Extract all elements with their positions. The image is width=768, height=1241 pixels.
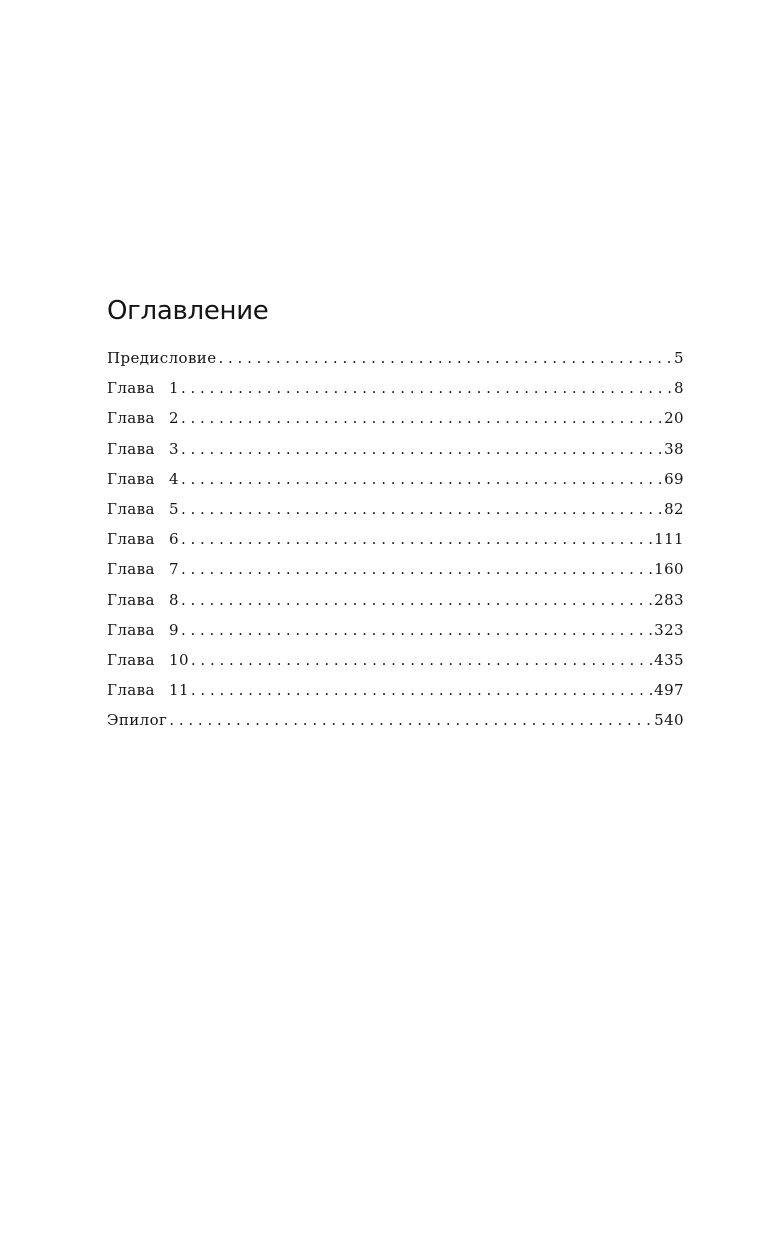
toc-entry [107,434,684,464]
toc-entry-page-number: 283 [654,590,684,609]
toc-entry-label [107,585,179,615]
toc-entry-number: 4 [169,469,179,488]
toc-entry [107,343,684,373]
toc-entry-page-number: 435 [654,650,684,669]
toc-entry-page-number: 5 [674,349,684,367]
dot-leader [169,705,652,735]
toc-entry-title: Глава [107,530,155,549]
toc-entry [107,554,684,584]
dot-leader [181,464,662,494]
toc-entry-label [107,373,179,403]
toc-entry-label [107,524,179,554]
toc-entry-label [107,494,179,524]
dot-leader [181,554,652,584]
toc-entry-number: 2 [169,409,179,428]
toc-entry-title: Глава [107,650,155,669]
toc-entry-title: Предисловие [107,349,217,367]
dot-leader [191,645,652,675]
toc-entry-title: Глава [107,409,155,428]
toc-entry-page-number: 160 [654,560,684,579]
dot-leader [218,343,672,373]
toc-entry [107,585,684,615]
toc-entry-label [107,645,189,675]
dot-leader [181,585,652,615]
toc-entry-label [107,434,179,464]
toc-entry [107,615,684,645]
dot-leader [191,675,652,705]
toc-entry-page-number: 497 [654,681,684,700]
dot-leader [181,524,652,554]
toc-entry-page-number: 540 [654,711,684,730]
toc-entry [107,524,684,554]
toc-entry-title: Глава [107,499,155,518]
toc-entry-number: 8 [169,590,179,609]
dot-leader [181,403,662,433]
toc-entry-page-number: 111 [654,530,684,549]
toc-entry [107,645,684,675]
toc-entry [107,675,684,705]
toc-entry-label [107,675,189,705]
toc-list [107,343,684,735]
toc-entry-number: 1 [169,379,179,398]
toc-entry [107,373,684,403]
toc-entry-page-number: 82 [664,499,684,518]
toc-entry-number: 6 [169,530,179,549]
toc-entry-number: 5 [169,499,179,518]
toc-entry-page-number: 69 [664,469,684,488]
toc-entry-label [107,554,179,584]
toc-entry-title: Эпилог [107,711,168,730]
toc-entry-number: 10 [169,650,189,669]
toc-entry-title: Глава [107,439,155,458]
table-of-contents [107,293,684,735]
toc-entry-title: Глава [107,590,155,609]
toc-entry-page-number: 38 [664,439,684,458]
toc-entry-page-number: 323 [654,620,684,639]
toc-entry [107,494,684,524]
toc-entry-label [107,615,179,645]
dot-leader [181,434,662,464]
toc-entry [107,403,684,433]
toc-entry-title: Глава [107,620,155,639]
toc-entry-title: Глава [107,560,155,579]
toc-entry-number: 11 [169,681,189,700]
toc-entry-label [107,403,179,433]
toc-title: Оглавление [107,296,269,326]
toc-entry-page-number: 8 [674,379,684,398]
toc-entry-label [107,464,179,494]
dot-leader [181,615,652,645]
toc-entry-number: 7 [169,560,179,579]
toc-entry [107,464,684,494]
dot-leader [181,373,672,403]
toc-entry [107,705,684,735]
toc-entry-label [107,343,216,373]
toc-entry-number: 3 [169,439,179,458]
dot-leader [181,494,662,524]
toc-entry-title: Глава [107,379,155,398]
toc-entry-label [107,705,167,735]
toc-entry-number: 9 [169,620,179,639]
toc-entry-page-number: 20 [664,409,684,428]
toc-entry-title: Глава [107,681,155,700]
toc-entry-title: Глава [107,469,155,488]
